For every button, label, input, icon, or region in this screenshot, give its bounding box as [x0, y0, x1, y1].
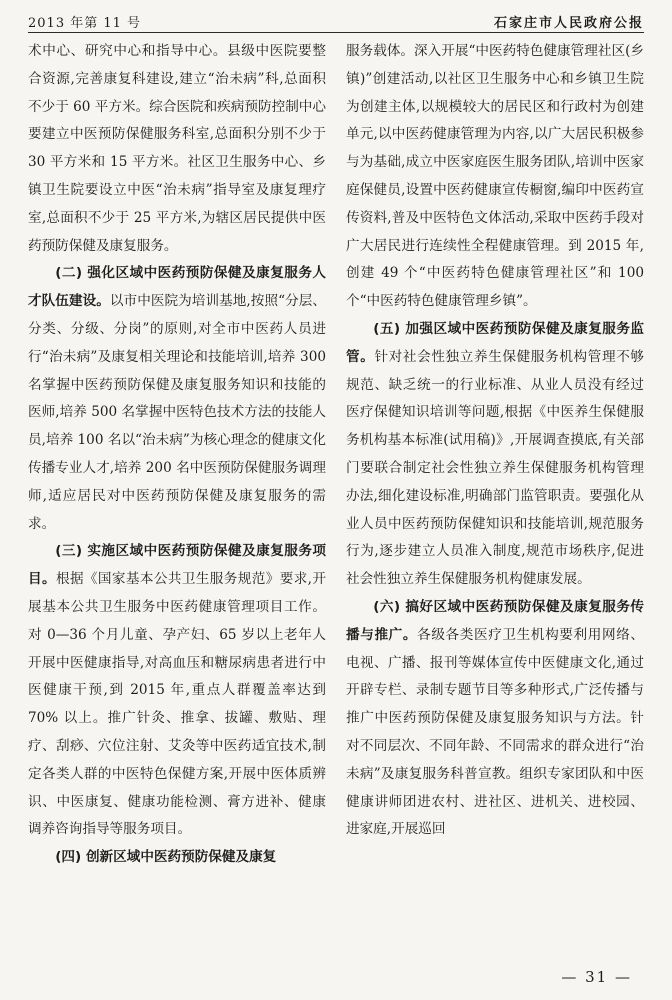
page-header [28, 8, 644, 33]
section-6-body: 各级各类医疗卫生机构要利用网络、电视、广播、报刊等媒体宣传中医健康文化,通过开辟专栏、录制专题节目等多种形式,广泛传播与推广中医药预防保健及康复服务知识与方法。针对不同层次、不同年龄、不同需求的群众进行“治未病”及康复服务科普宣教。组织专家团队和中医健康讲师团进农村、进社区、进机关、进校园、进家庭,开展巡回 [346, 626, 645, 838]
section-3-heading: (三) 实施区域中医药预防保健及康复服务项目。 [28, 543, 326, 588]
section-6 [346, 594, 644, 844]
section-4-heading: (四) 创新区域中医药预防保健及康复 [55, 849, 277, 866]
left-column [28, 38, 326, 872]
section-4 [28, 844, 326, 872]
section-5 [346, 316, 644, 594]
section-3-body: 根据《国家基本公共卫生服务规范》要求,开展基本公共卫生服务中医药健康管理项目工作。对 0—36 个月儿童、孕产妇、65 岁以上老年人开展中医健康指导,对高血压和糖尿病患者进行中医健康干预,到 2015 年,重点人群覆盖率达到 70% 以上。推广针灸、推拿、拔罐、敷贴、理疗、刮痧、穴位注射、艾灸等中医药适宜技术,制定各类人群的中医特色保健方案,开展中医体质辨识、中医康复、健康功能检测、膏方进补、健康调养咨询指导等服务项目。 [28, 571, 326, 838]
section-2-heading: (二) 强化区域中医药预防保健及康复服务人才队伍建设。 [28, 265, 326, 310]
section-2 [28, 260, 326, 538]
section-5-heading: (五) 加强区域中医药预防保健及康复服务监管。 [346, 320, 644, 365]
right-column [346, 38, 644, 844]
paragraph-continuation-right: 服务载体。深入开展“中医药特色健康管理社区(乡镇)”创建活动,以社区卫生服务中心和乡镇卫生院为创建主体,以规模较大的居民区和行政村为创建单元,以中医药健康管理为内容,以广大居民积极参与为基础,成立中医家庭医生服务团队,培训中医家庭保健员,设置中医药健康宣传橱窗,编印中医药宣传资料,普及中医特色文体活动,采取中医药手段对广大居民进行连续性全程健康管理。到 2015 年,创建 49 个“中医药特色健康管理社区”和 100 个“中医药特色健康管理乡镇”。 [346, 43, 644, 310]
section-2-body: 以市中医院为培训基地,按照“分层、分类、分级、分岗”的原则,对全市中医药人员进行“治未病”及康复相关理论和技能培训,培养 300 名掌握中医药预防保健及康复服务知识和技能的医师,培养 500 名掌握中医特色技术方法的技能人员,培养 100 名以“治未病”为核心理念的健康文化传播专业人才,培养 200 名中医预防保健服务调理师,适应居民对中医药预防保健及康复服务的需求。 [28, 293, 326, 532]
publication-title: 石家庄市人民政府公报 [493, 16, 644, 31]
paragraph-continuation: 术中心、研究中心和指导中心。县级中医院要整合资源,完善康复科建设,建立“治未病”科,总面积不少于 60 平方米。综合医院和疾病预防控制中心要建立中医预防保健服务科室,总面积分别不少于 30 平方米和 15 平方米。社区卫生服务中心、乡镇卫生院要设立中医“治未病”指导室及康复理疗室,总面积不少于 25 平方米,为辖区居民提供中医药预防保健及康复服务。 [28, 43, 326, 254]
page-number: — 31 — [561, 968, 632, 986]
section-6-heading: (六) 搞好区域中医药预防保健及康复服务传播与推广。 [346, 598, 644, 643]
section-5-body: 针对社会性独立养生保健服务机构管理不够规范、缺乏统一的行业标准、从业人员没有经过医疗保健知识培训等问题,根据《中医养生保健服务机构基本标准(试用稿)》,开展调查摸底,有关部门要联合制定社会性独立养生保健服务机构管理办法,细化建设标准,明确部门监管职责。要强化从业人员中医药预防保健知识和技能培训,规范服务行为,逐步建立人员准入制度,规范市场秩序,促进社会性独立养生保健服务机构健康发展。 [346, 348, 645, 588]
section-3 [28, 538, 326, 844]
issue-label: 2013 年第 11 号 [28, 16, 142, 31]
